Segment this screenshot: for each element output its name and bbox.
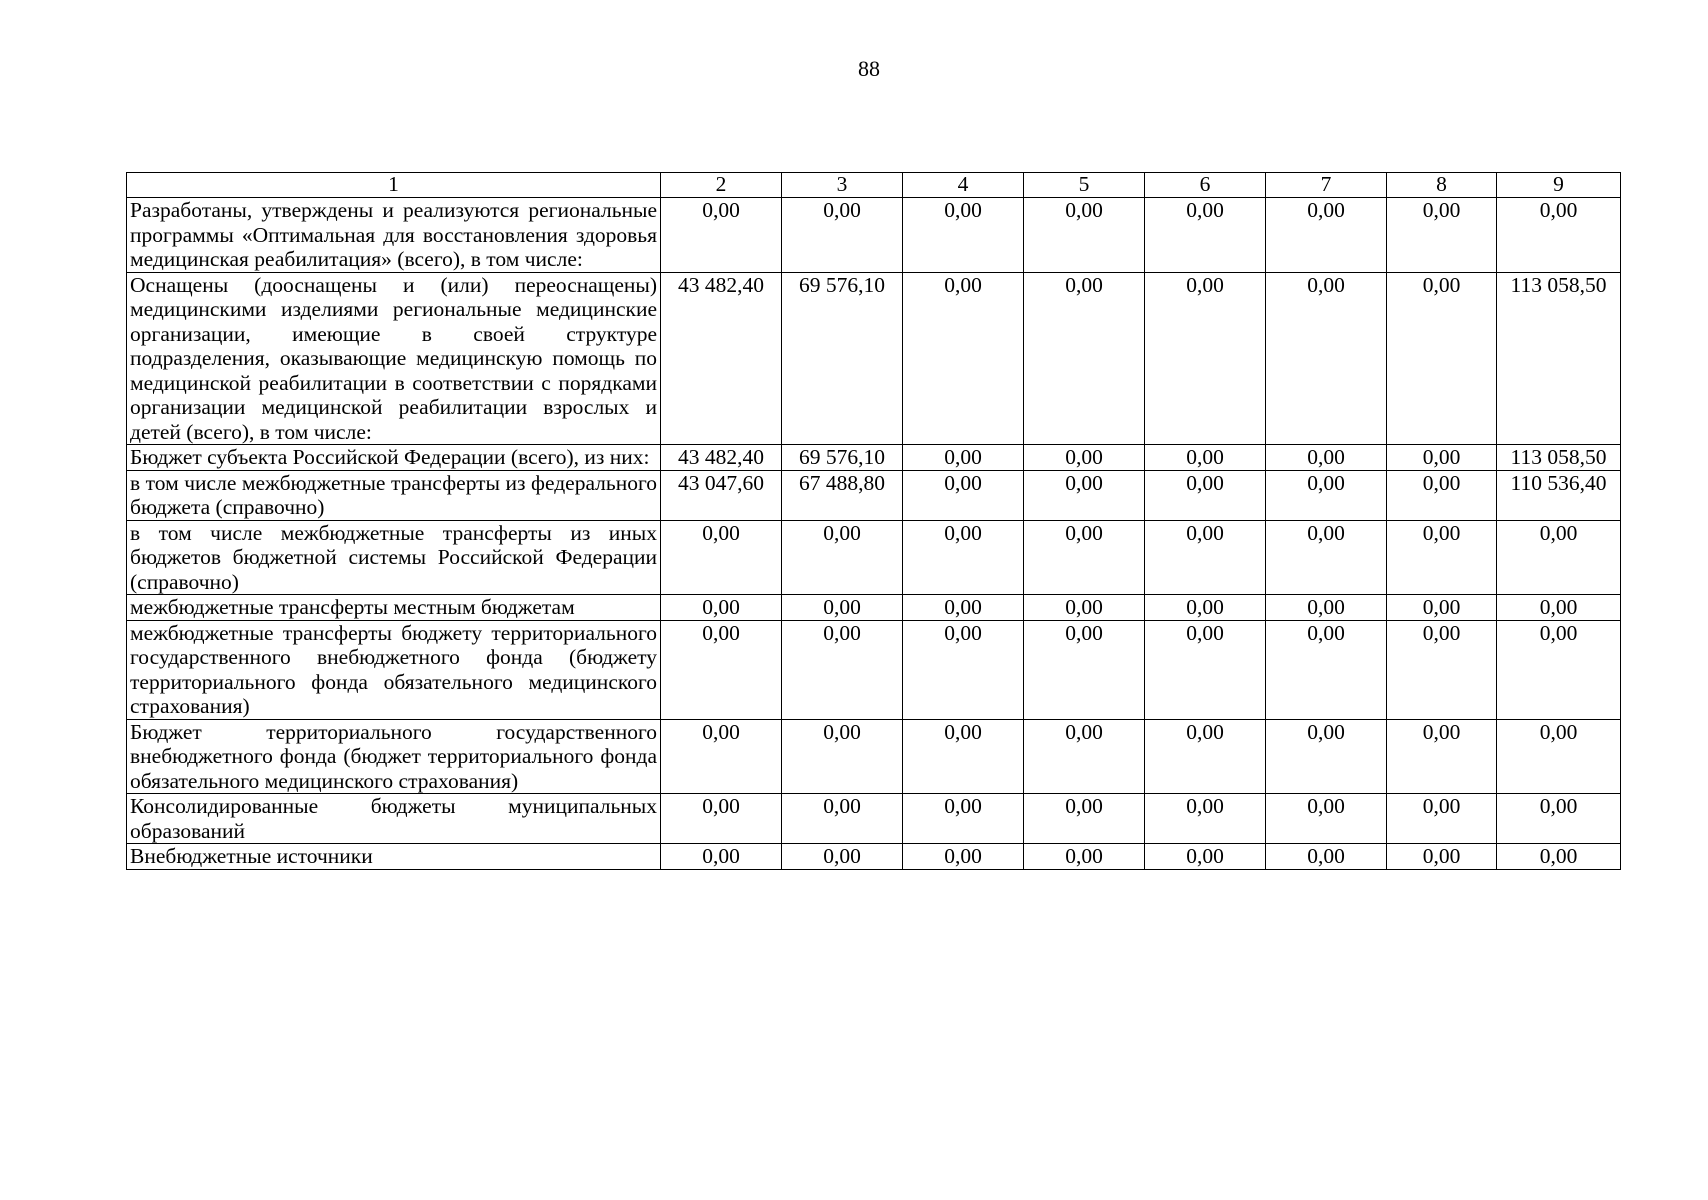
budget-table: [126, 172, 1621, 870]
table-cell: 0,00: [1266, 520, 1387, 595]
table-cell: 0,00: [1266, 445, 1387, 471]
table-cell: 0,00: [782, 719, 903, 794]
table-row: [127, 719, 1621, 794]
table-cell: 0,00: [1387, 272, 1497, 445]
table-cell: 0,00: [1266, 719, 1387, 794]
table-cell: 0,00: [1266, 595, 1387, 621]
row-label: Бюджет территориального государственного внебюджетного фонда (бюджет территориального фонда обязательного медицинского страхования): [127, 719, 661, 794]
table-cell: 0,00: [1497, 520, 1621, 595]
row-label: Оснащены (дооснащены и (или) переоснащены) медицинскими изделиями региональные медицинские организации, имеющие в своей структуре подразделения, оказывающие медицинскую помощь по медицинской реабилитации в соответствии с порядками организации медицинской реабилитации взрослых и детей (всего), в том числе:: [127, 272, 661, 445]
table-cell: 0,00: [661, 595, 782, 621]
table-row: [127, 445, 1621, 471]
row-label: Консолидированные бюджеты муниципальных образований: [127, 794, 661, 844]
table-cell: 0,00: [1497, 620, 1621, 719]
table-cell: 0,00: [1266, 272, 1387, 445]
table-cell: 0,00: [661, 520, 782, 595]
table-cell: 0,00: [1387, 844, 1497, 870]
table-cell: 0,00: [1024, 719, 1145, 794]
row-label: Разработаны, утверждены и реализуются региональные программы «Оптимальная для восстановления здоровья медицинская реабилитация» (всего), в том числе:: [127, 198, 661, 273]
table-cell: 0,00: [782, 794, 903, 844]
table-cell: 0,00: [1497, 844, 1621, 870]
table-row: [127, 272, 1621, 445]
row-label: в том числе межбюджетные трансферты из федерального бюджета (справочно): [127, 470, 661, 520]
table-row: [127, 595, 1621, 621]
row-label: межбюджетные трансферты бюджету территориального государственного внебюджетного фонда (бюджету территориального фонда обязательного медицинского страхования): [127, 620, 661, 719]
table-cell: 0,00: [1024, 445, 1145, 471]
table-cell: 43 482,40: [661, 445, 782, 471]
table-cell: 0,00: [1387, 198, 1497, 273]
page-number: 88: [858, 56, 880, 81]
table-cell: 113 058,50: [1497, 445, 1621, 471]
table-cell: 0,00: [1387, 470, 1497, 520]
header-row: [127, 173, 1621, 198]
table-row: [127, 620, 1621, 719]
table-cell: 0,00: [661, 794, 782, 844]
table-cell: 0,00: [903, 198, 1024, 273]
table-cell: 0,00: [1266, 794, 1387, 844]
table-cell: 0,00: [782, 620, 903, 719]
table-cell: 0,00: [1024, 794, 1145, 844]
table-cell: 69 576,10: [782, 272, 903, 445]
table-cell: 67 488,80: [782, 470, 903, 520]
table-cell: 0,00: [1145, 595, 1266, 621]
table-cell: 0,00: [1024, 620, 1145, 719]
table-cell: 0,00: [1387, 620, 1497, 719]
table-cell: 0,00: [1145, 445, 1266, 471]
table-cell: 0,00: [1387, 719, 1497, 794]
column-header: 5: [1024, 173, 1145, 198]
table-cell: 0,00: [1145, 844, 1266, 870]
table-cell: 113 058,50: [1497, 272, 1621, 445]
table-cell: 0,00: [1387, 595, 1497, 621]
table-cell: 0,00: [782, 520, 903, 595]
column-header: 1: [127, 173, 661, 198]
table-cell: 0,00: [1387, 520, 1497, 595]
row-label: Внебюджетные источники: [127, 844, 661, 870]
table-cell: 43 482,40: [661, 272, 782, 445]
table-row: [127, 470, 1621, 520]
table-cell: 0,00: [903, 844, 1024, 870]
table-cell: 0,00: [1497, 198, 1621, 273]
table-cell: 0,00: [1145, 794, 1266, 844]
table-cell: 110 536,40: [1497, 470, 1621, 520]
column-header: 3: [782, 173, 903, 198]
table-cell: 0,00: [903, 445, 1024, 471]
table-cell: 0,00: [1024, 198, 1145, 273]
table-cell: 0,00: [1266, 844, 1387, 870]
table-cell: 0,00: [661, 198, 782, 273]
table-row: [127, 794, 1621, 844]
table-cell: 0,00: [661, 844, 782, 870]
table-cell: 0,00: [1024, 470, 1145, 520]
table-cell: 69 576,10: [782, 445, 903, 471]
table-cell: 43 047,60: [661, 470, 782, 520]
column-header: 9: [1497, 173, 1621, 198]
table-cell: 0,00: [1024, 595, 1145, 621]
table-cell: 0,00: [1266, 620, 1387, 719]
table-cell: 0,00: [903, 620, 1024, 719]
table-cell: 0,00: [1024, 520, 1145, 595]
column-header: 6: [1145, 173, 1266, 198]
table-cell: 0,00: [903, 595, 1024, 621]
table-cell: 0,00: [1145, 470, 1266, 520]
table-cell: 0,00: [1024, 844, 1145, 870]
table-cell: 0,00: [1145, 198, 1266, 273]
row-label: межбюджетные трансферты местным бюджетам: [127, 595, 661, 621]
table-cell: 0,00: [1497, 719, 1621, 794]
table-row: [127, 520, 1621, 595]
column-header: 4: [903, 173, 1024, 198]
table-cell: 0,00: [1497, 794, 1621, 844]
table-row: [127, 844, 1621, 870]
table-cell: 0,00: [1145, 272, 1266, 445]
column-header: 2: [661, 173, 782, 198]
column-header: 7: [1266, 173, 1387, 198]
table-cell: 0,00: [903, 794, 1024, 844]
row-label: Бюджет субъекта Российской Федерации (всего), из них:: [127, 445, 661, 471]
table-cell: 0,00: [903, 470, 1024, 520]
table-cell: 0,00: [1497, 595, 1621, 621]
table-cell: 0,00: [903, 520, 1024, 595]
table-cell: 0,00: [1387, 794, 1497, 844]
table-cell: 0,00: [1024, 272, 1145, 445]
table-cell: 0,00: [1145, 719, 1266, 794]
table-cell: 0,00: [1387, 445, 1497, 471]
table-cell: 0,00: [782, 595, 903, 621]
table-cell: 0,00: [903, 272, 1024, 445]
table-cell: 0,00: [1266, 470, 1387, 520]
table-cell: 0,00: [661, 620, 782, 719]
column-header: 8: [1387, 173, 1497, 198]
table-cell: 0,00: [1145, 520, 1266, 595]
table-cell: 0,00: [1145, 620, 1266, 719]
table-cell: 0,00: [903, 719, 1024, 794]
table-cell: 0,00: [1266, 198, 1387, 273]
table-cell: 0,00: [782, 844, 903, 870]
row-label: в том числе межбюджетные трансферты из иных бюджетов бюджетной системы Российской Федерации (справочно): [127, 520, 661, 595]
table-cell: 0,00: [782, 198, 903, 273]
table-row: [127, 198, 1621, 273]
table-cell: 0,00: [661, 719, 782, 794]
